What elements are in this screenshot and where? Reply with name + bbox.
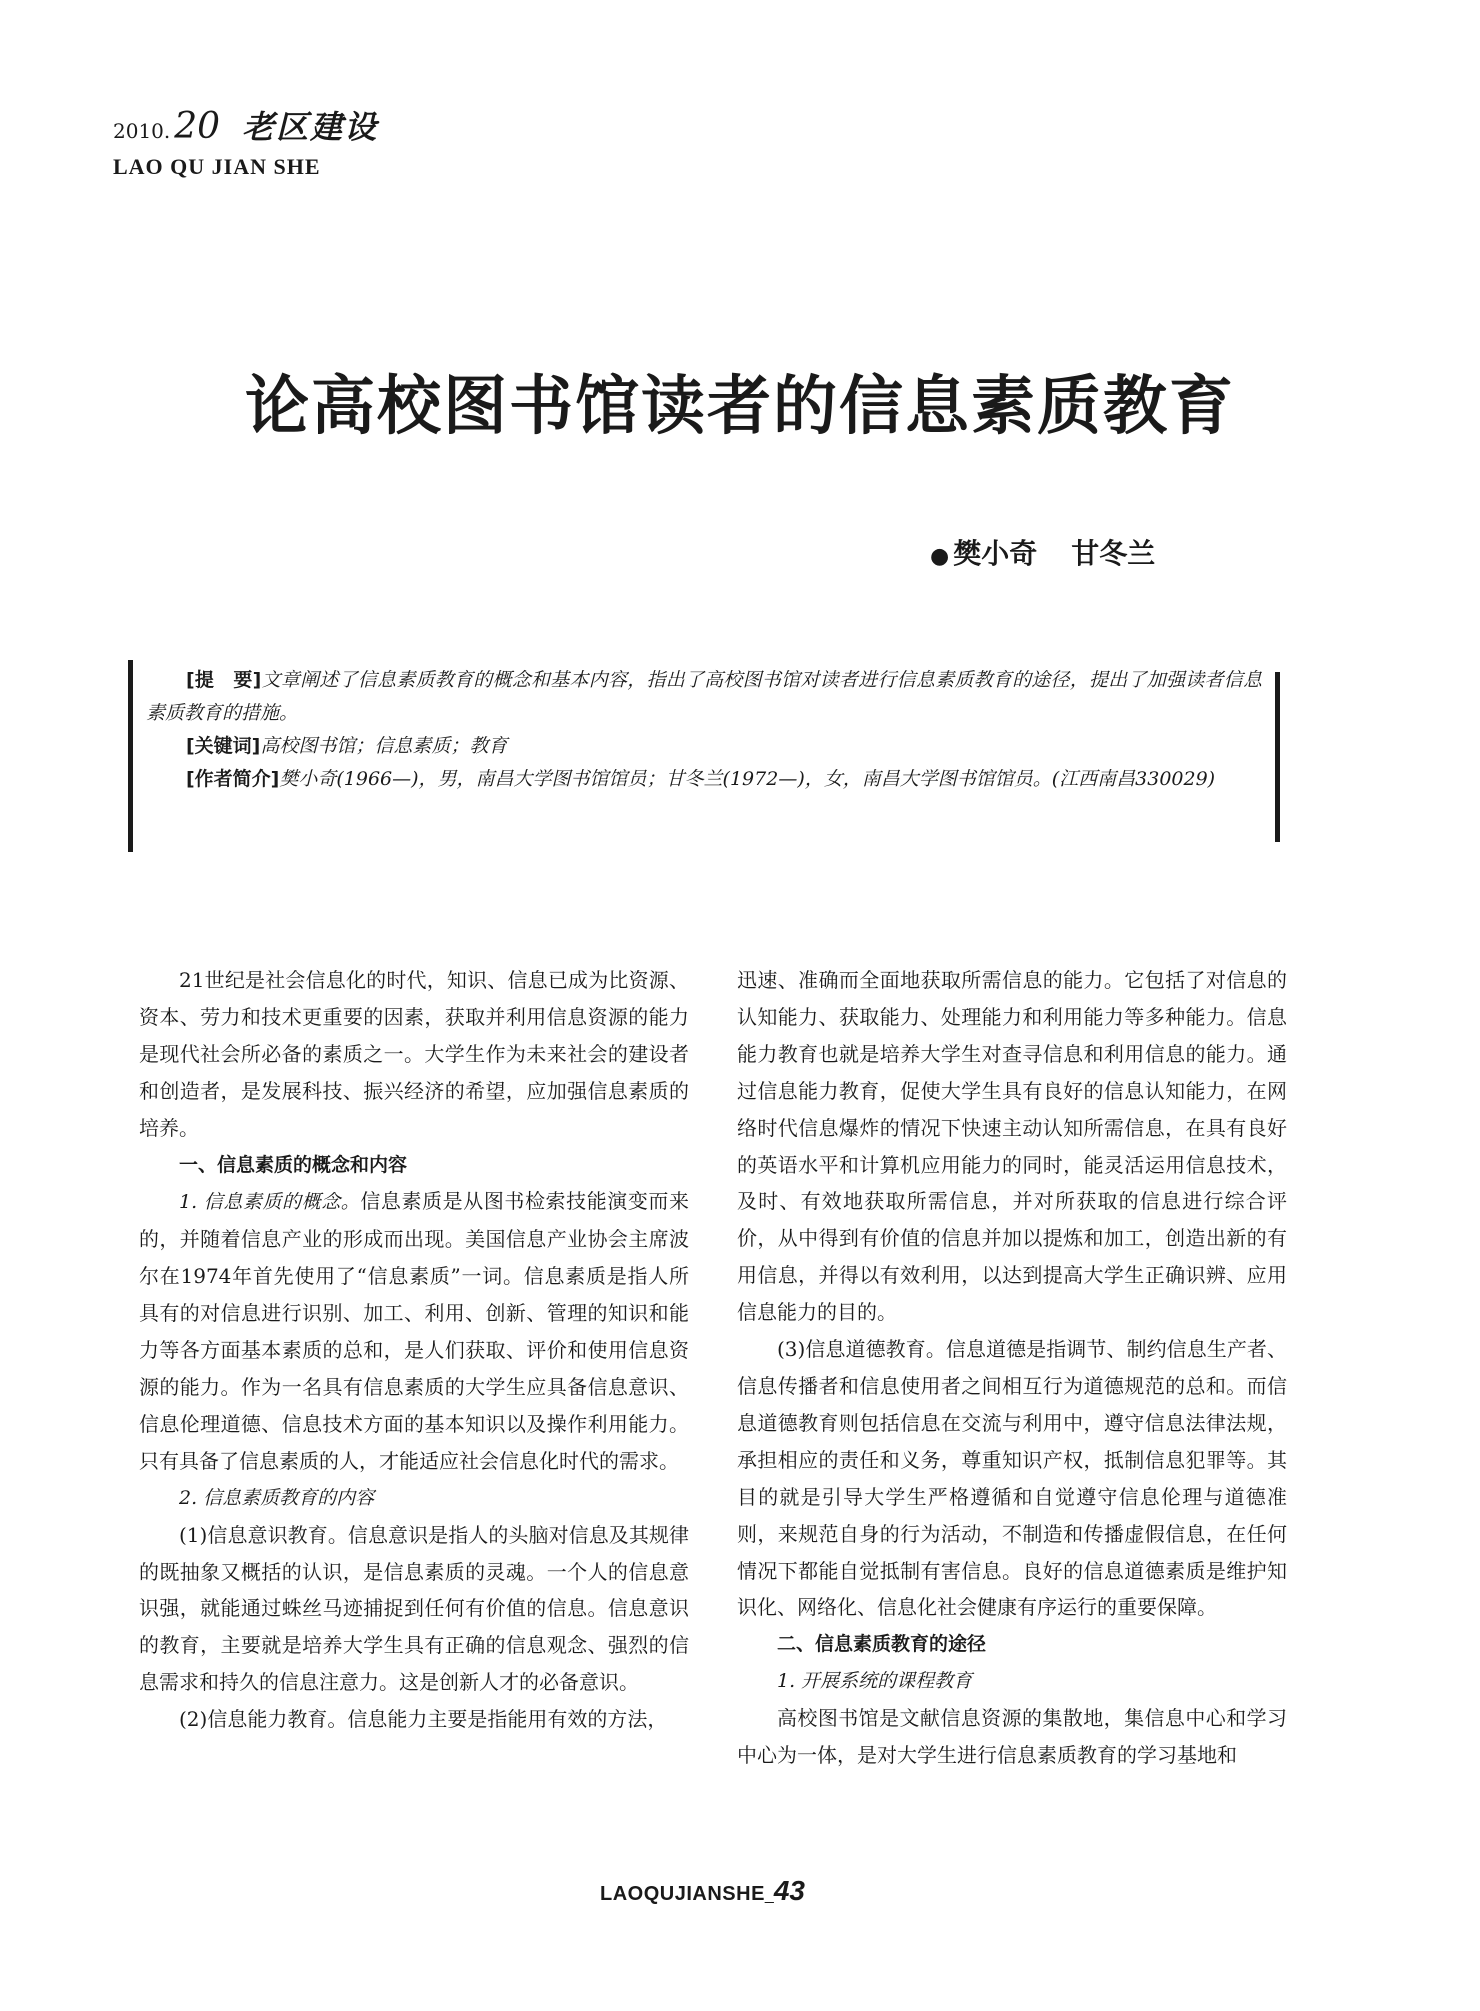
footer-magazine: LAOQUJIANSHE (600, 1883, 765, 1905)
author-name: 樊小奇 (953, 537, 1038, 570)
magazine-name-cn: 老区建设 (242, 108, 379, 146)
abstract-summary (146, 664, 1262, 730)
issue-year: 2010. (113, 119, 171, 143)
keywords-label: [关键词] (186, 735, 261, 757)
bio-label: [作者简介] (186, 768, 280, 790)
paragraph: 迅速、准确而全面地获取所需信息的能力。它包括了对信息的认知能力、获取能力、处理能力和利用能力等多种能力。信息能力教育也就是培养大学生对查寻信息和利用信息的能力。通过信息能力教育，促使大学生具有良好的信息认知能力，在网络时代信息爆炸的情况下快速主动认知所需信息，在具有良好的英语水平和计算机应用能力的同时，能灵活运用信息技术，及时、有效地获取所需信息，并对所获取的信息进行综合评价，从中得到有价值的信息并加以提炼和加工，创造出新的有用信息，并得以有效利用，以达到提高大学生正确识辨、应用信息能力的目的。 (737, 968, 1287, 1325)
section-heading: 一、信息素质的概念和内容 (179, 1153, 408, 1176)
subsection-label: 1. 信息素质的概念。 (179, 1191, 361, 1214)
abstract-text (146, 664, 1262, 796)
paragraph: 21世纪是社会信息化的时代，知识、信息已成为比资源、资本、劳力和技术更重要的因素，获取并利用信息资源的能力是现代社会所必备的素质之一。大学生作为未来社会的建设者和创造者，是发展科技、振兴经济的希望，应加强信息素质的培养。 (139, 968, 689, 1140)
author-line (930, 532, 1155, 572)
paragraph: 高校图书馆是文献信息资源的集散地，集信息中心和学习中心为一体，是对大学生进行信息素质教育的学习基地和 (737, 1706, 1287, 1768)
summary-text: 文章阐述了信息素质教育的概念和基本内容，指出了高校图书馆对读者进行信息素质教育的途径，提出了加强读者信息素质教育的措施。 (146, 669, 1262, 724)
footer-separator: _ (764, 1887, 774, 1904)
keywords-text: 高校图书馆；信息素质；教育 (260, 735, 508, 757)
paragraph (139, 1183, 689, 1479)
page-footer (600, 1875, 805, 1907)
author-name: 甘冬兰 (1071, 537, 1156, 570)
paragraph: (3)信息道德教育。信息道德是指调节、制约信息生产者、信息传播者和信息使用者之间相互行为道德规范的总和。而信息道德教育则包括信息在交流与利用中，遵守信息法律法规，承担相应的责任和义务，尊重知识产权，抵制信息犯罪等。其目的就是引导大学生严格遵循和自觉遵守信息伦理与道德准则，来规范自身的行为活动，不制造和传播虚假信息，在任何情况下都能自觉抵制有害信息。良好的信息道德素质是维护知识化、网络化、信息化社会健康有序运行的重要保障。 (737, 1337, 1287, 1620)
paragraph: (2)信息能力教育。信息能力主要是指能用有效的方法， (179, 1707, 668, 1732)
subsection-heading: 1. 开展系统的课程教育 (777, 1670, 973, 1693)
abstract-border-right (1275, 672, 1280, 842)
summary-label: [提 要] (186, 669, 262, 691)
bio-text: 樊小奇(1966—)，男，南昌大学图书馆馆员；甘冬兰(1972—)，女，南昌大学图书馆馆员。(江西南昌330029) (279, 768, 1216, 790)
body-column-right (737, 962, 1287, 1774)
author-bullet: ● (930, 544, 950, 569)
paragraph: (1)信息意识教育。信息意识是指人的头脑对信息及其规律的既抽象又概括的认识，是信息素质的灵魂。一个人的信息意识强，就能通过蛛丝马迹捕捉到任何有价值的信息。信息意识的教育，主要就是培养大学生具有正确的信息观念、强烈的信息需求和持久的信息注意力。这是创新人才的必备意识。 (139, 1522, 689, 1695)
issue-number: 20 (174, 106, 221, 147)
abstract-box (128, 660, 1280, 852)
paragraph-text: 信息素质是从图书检索技能演变而来的，并随着信息产业的形成而出现。美国信息产业协会主席波尔在1974年首先使用了“信息素质”一词。信息素质是指人所具有的对信息进行识别、加工、利用、创新、管理的知识和能力等各方面基本素质的总和，是人们获取、评价和使用信息资源的能力。作为一名具有信息素质的大学生应具备信息意识、信息伦理道德、信息技术方面的基本知识以及操作利用能力。只有具备了信息素质的人，才能适应社会信息化时代的需求。 (139, 1189, 690, 1473)
magazine-name-en: LAO QU JIAN SHE (113, 154, 321, 179)
abstract-author-bio (146, 763, 1262, 796)
masthead (113, 102, 433, 182)
abstract-border-left (128, 660, 133, 852)
issue-line (113, 102, 378, 148)
body-column-left (139, 962, 689, 1738)
section-heading: 二、信息素质教育的途径 (777, 1633, 987, 1656)
article-title: 论高校图书馆读者的信息素质教育 (245, 369, 1235, 444)
abstract-keywords (146, 730, 1262, 763)
subsection-heading: 2. 信息素质教育的内容 (179, 1486, 375, 1509)
page-number: 43 (773, 1875, 805, 1906)
